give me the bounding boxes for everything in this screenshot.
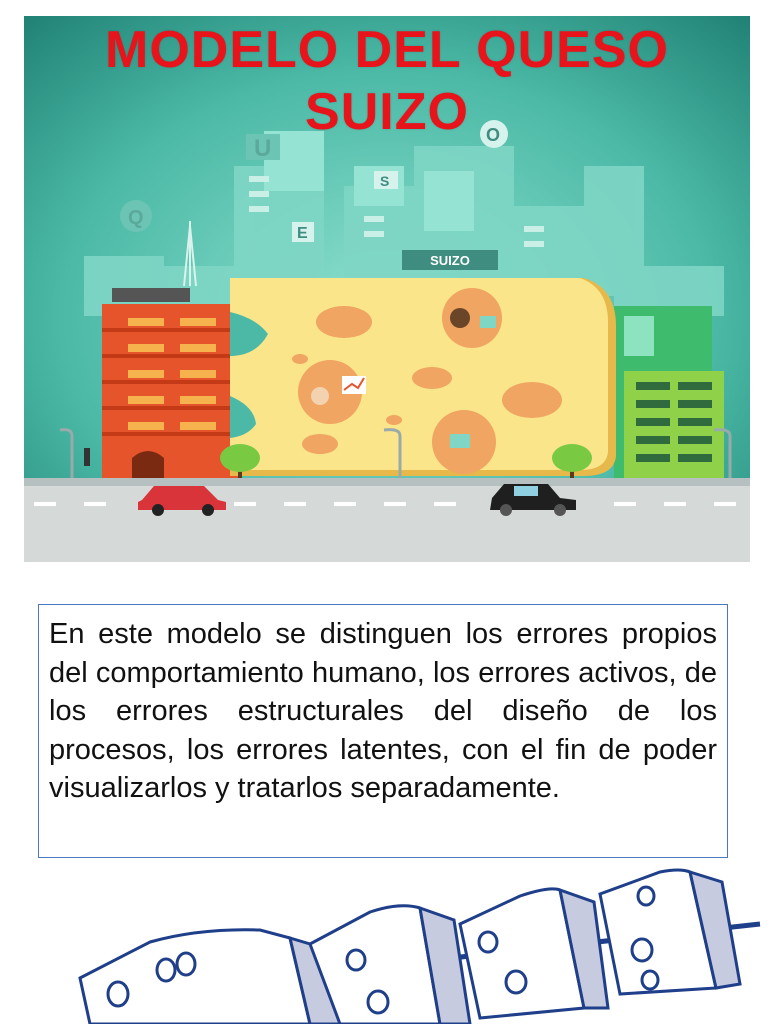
green-building xyxy=(614,306,724,478)
sidewalk xyxy=(24,478,750,486)
cheese-slice-3 xyxy=(460,889,608,1018)
building-letter-o: O xyxy=(486,125,501,145)
cheese-slice-2 xyxy=(310,906,470,1024)
cheese-slices xyxy=(60,868,768,1024)
red-building xyxy=(102,288,242,480)
description-box xyxy=(38,604,728,858)
building-letter-e: E xyxy=(297,225,308,242)
building-letter-u: U xyxy=(254,135,272,162)
title-line-2: SUIZO xyxy=(305,83,469,141)
building-letter-q: Q xyxy=(128,207,144,229)
traffic-light xyxy=(84,448,90,466)
road xyxy=(24,486,750,562)
description-text: En este modelo se distinguen los errores propios del comportamiento humano, los errores activos, de los errores estructurales del diseño de los procesos, los errores latentes, con el fin de poder visualizarlos y tratarlos separadamente. xyxy=(49,618,717,804)
cheese-building xyxy=(230,278,616,476)
building-letter-s: S xyxy=(380,173,390,189)
suizo-sign: SUIZO xyxy=(430,253,470,268)
cheese-slice-4 xyxy=(600,870,740,994)
title-line-1: MODELO DEL QUESO xyxy=(105,21,669,79)
cheese-slices-diagram xyxy=(60,868,768,1024)
swiss-cheese-city-illustration xyxy=(24,16,750,562)
